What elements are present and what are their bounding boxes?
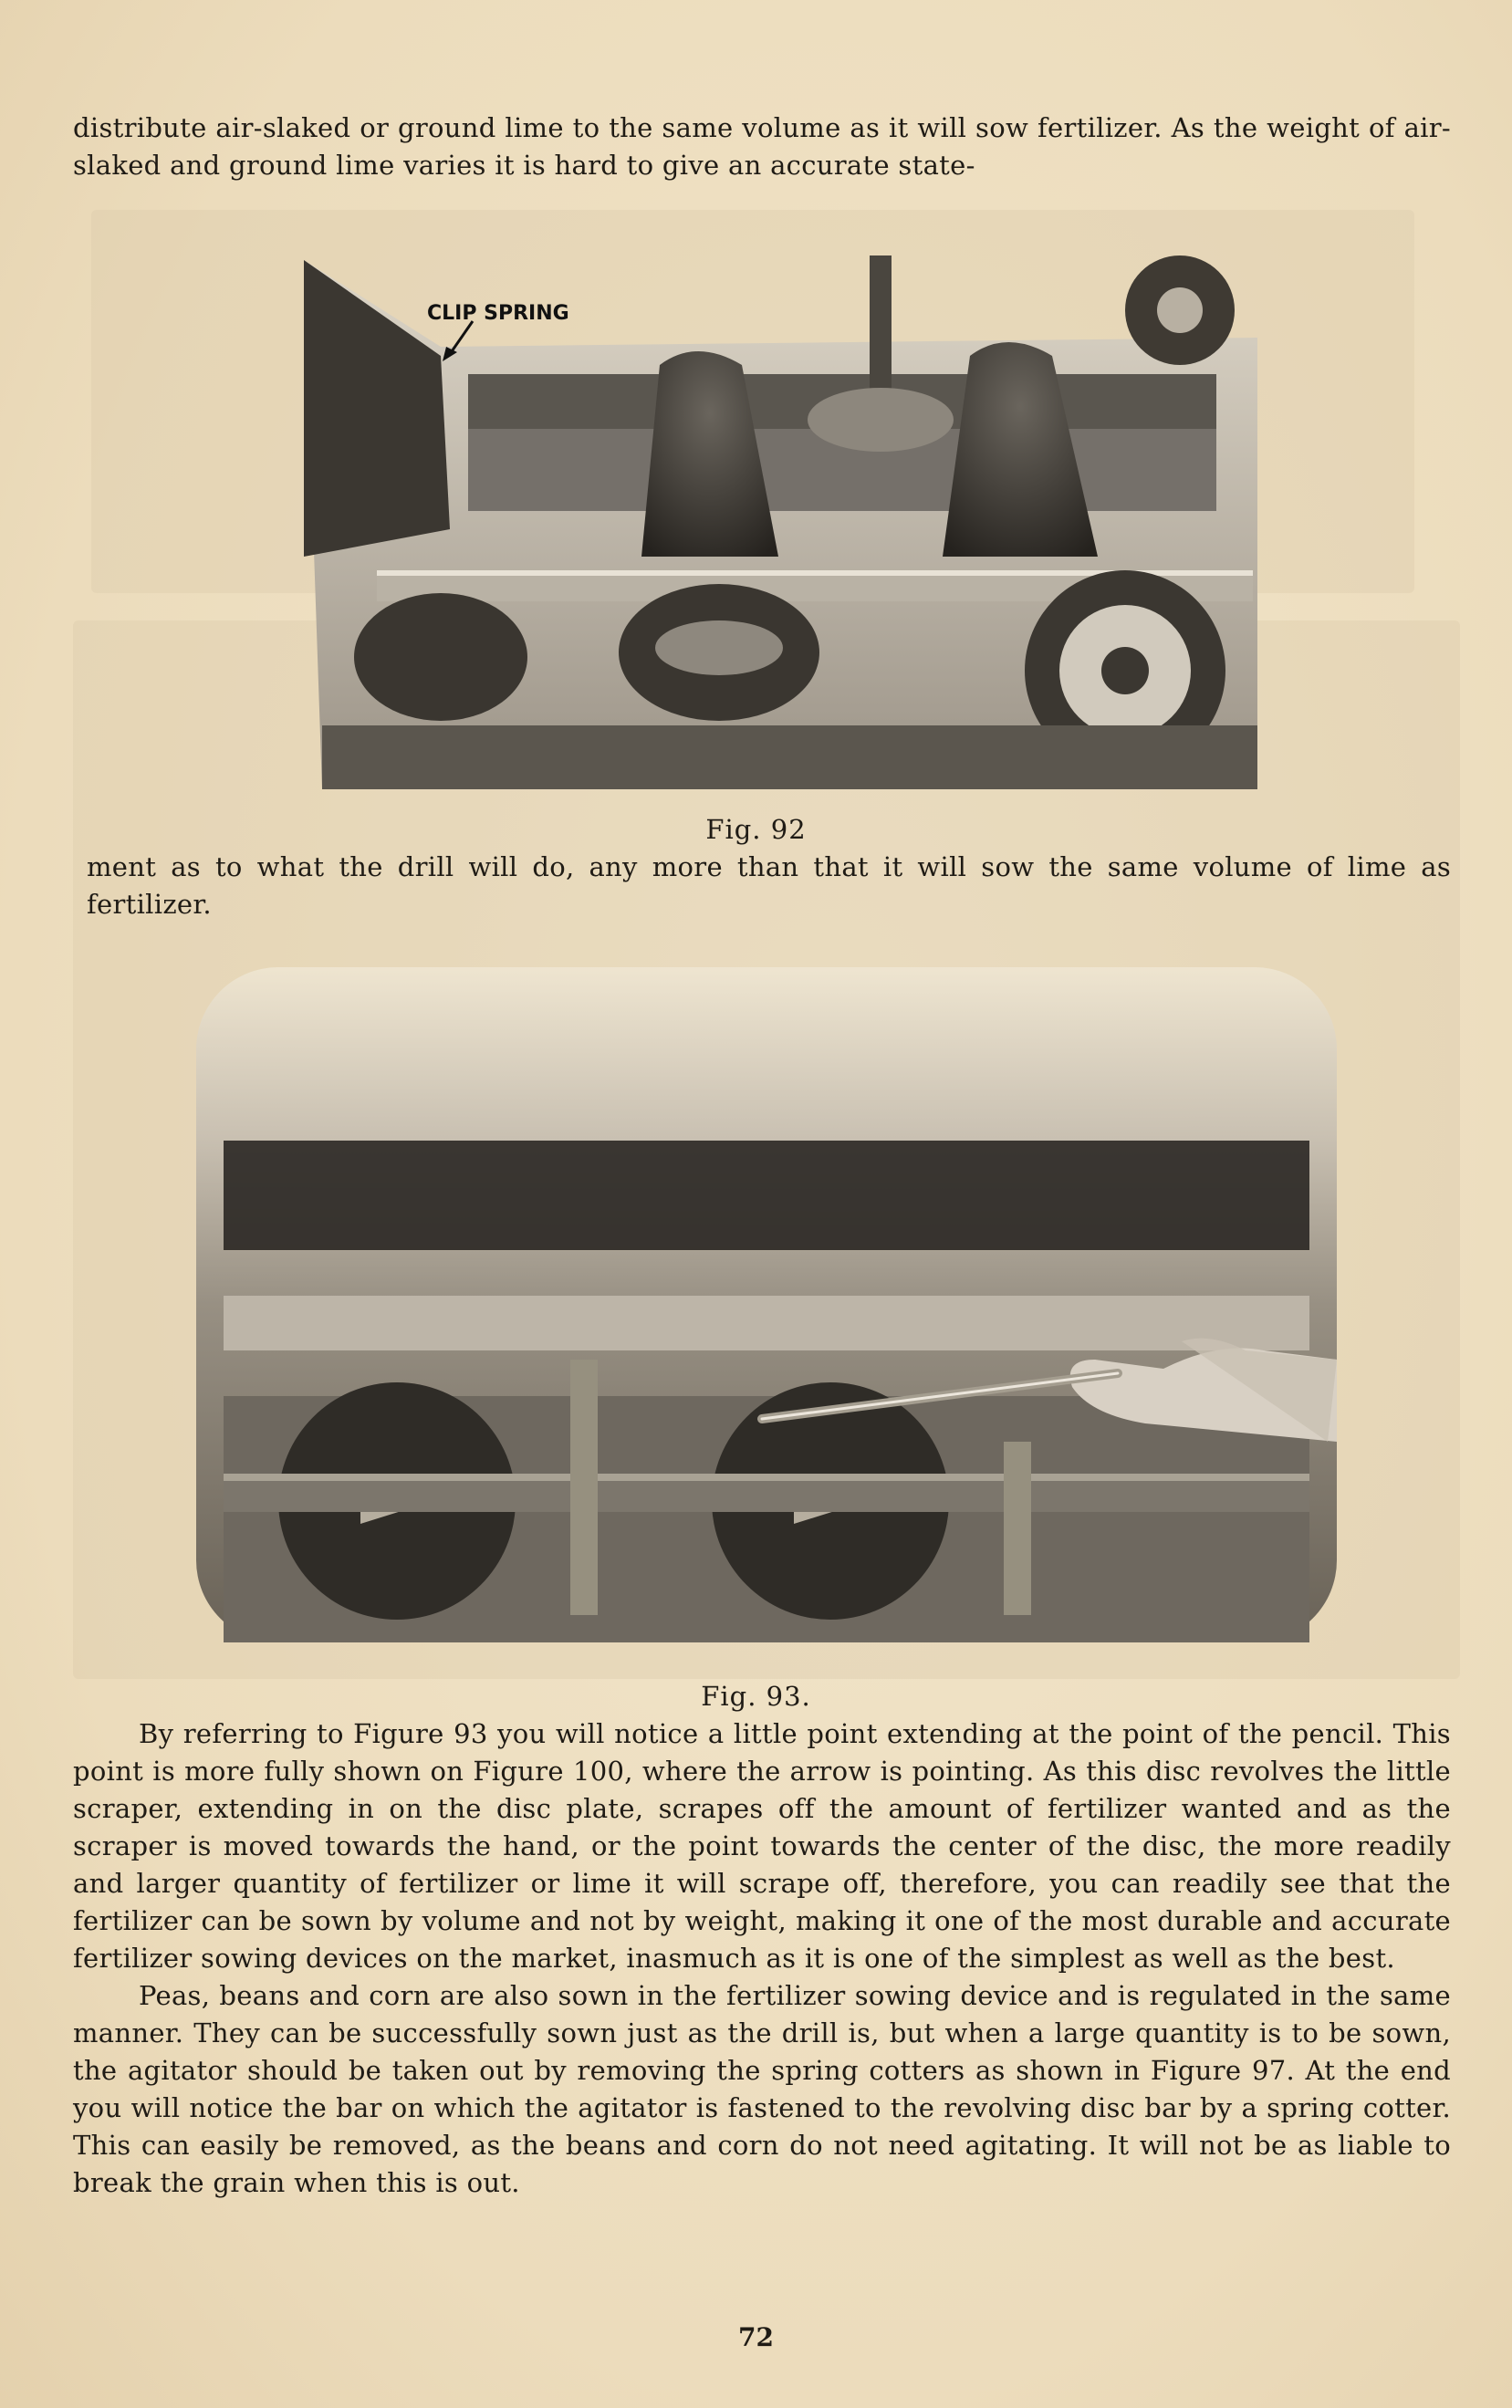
body-text <box>73 1715 1451 2202</box>
clip-spring-label: CLIP SPRING <box>427 302 569 325</box>
fig-92-caption: Fig. 92 <box>705 814 807 845</box>
scraper-disc-photograph <box>196 967 1337 1642</box>
middle-text: ment as to what the drill will do, any more than that it will sow the same volume of lime as fertilizer. <box>87 851 1451 920</box>
paragraph: By referring to Figure 93 you will notice a little point extending at the point of the pencil. This point is more fully shown on Figure 100, where the arrow is pointing. As this disc revolves the little scraper, extending in on the disc plate, scrapes off the amount of fertilizer wanted and as the scraper is moved towards the hand, or the point towards the center of the disc, the more readily and larger quantity of fertilizer or lime it will scrape off, therefore, you can readily see that the fertilizer can be sown by volume and not by weight, making it one of the most durable and accurate fertilizer sowing devices on the market, inasmuch as it is one of the simplest as well as the best. <box>73 1718 1451 1974</box>
figure-92 <box>304 255 1257 789</box>
top-text: distribute air-slaked or ground lime to the same volume as it will sow fertilizer. As the weight of air-slaked and ground lime varies it is hard to give an accurate state- <box>73 112 1451 181</box>
page-number: 72 <box>738 2322 774 2352</box>
figure-93 <box>196 967 1337 1642</box>
fig-93-caption: Fig. 93. <box>701 1681 811 1712</box>
paragraph: Peas, beans and corn are also sown in the fertilizer sowing device and is regulated in the same manner. They can be successfully sown just as the drill is, but when a large quantity is to be sown, the agitator should be taken out by removing the spring cotters as shown in Figure 97. At the end you will notice the bar on which the agitator is fastened to the revolving disc bar by a spring cotter. This can easily be removed, as the beans and corn do not need agitating. It will not be as liable to break the grain when this is out. <box>73 1980 1451 2198</box>
fertilizer-drill-mechanism-illustration <box>304 255 1257 789</box>
